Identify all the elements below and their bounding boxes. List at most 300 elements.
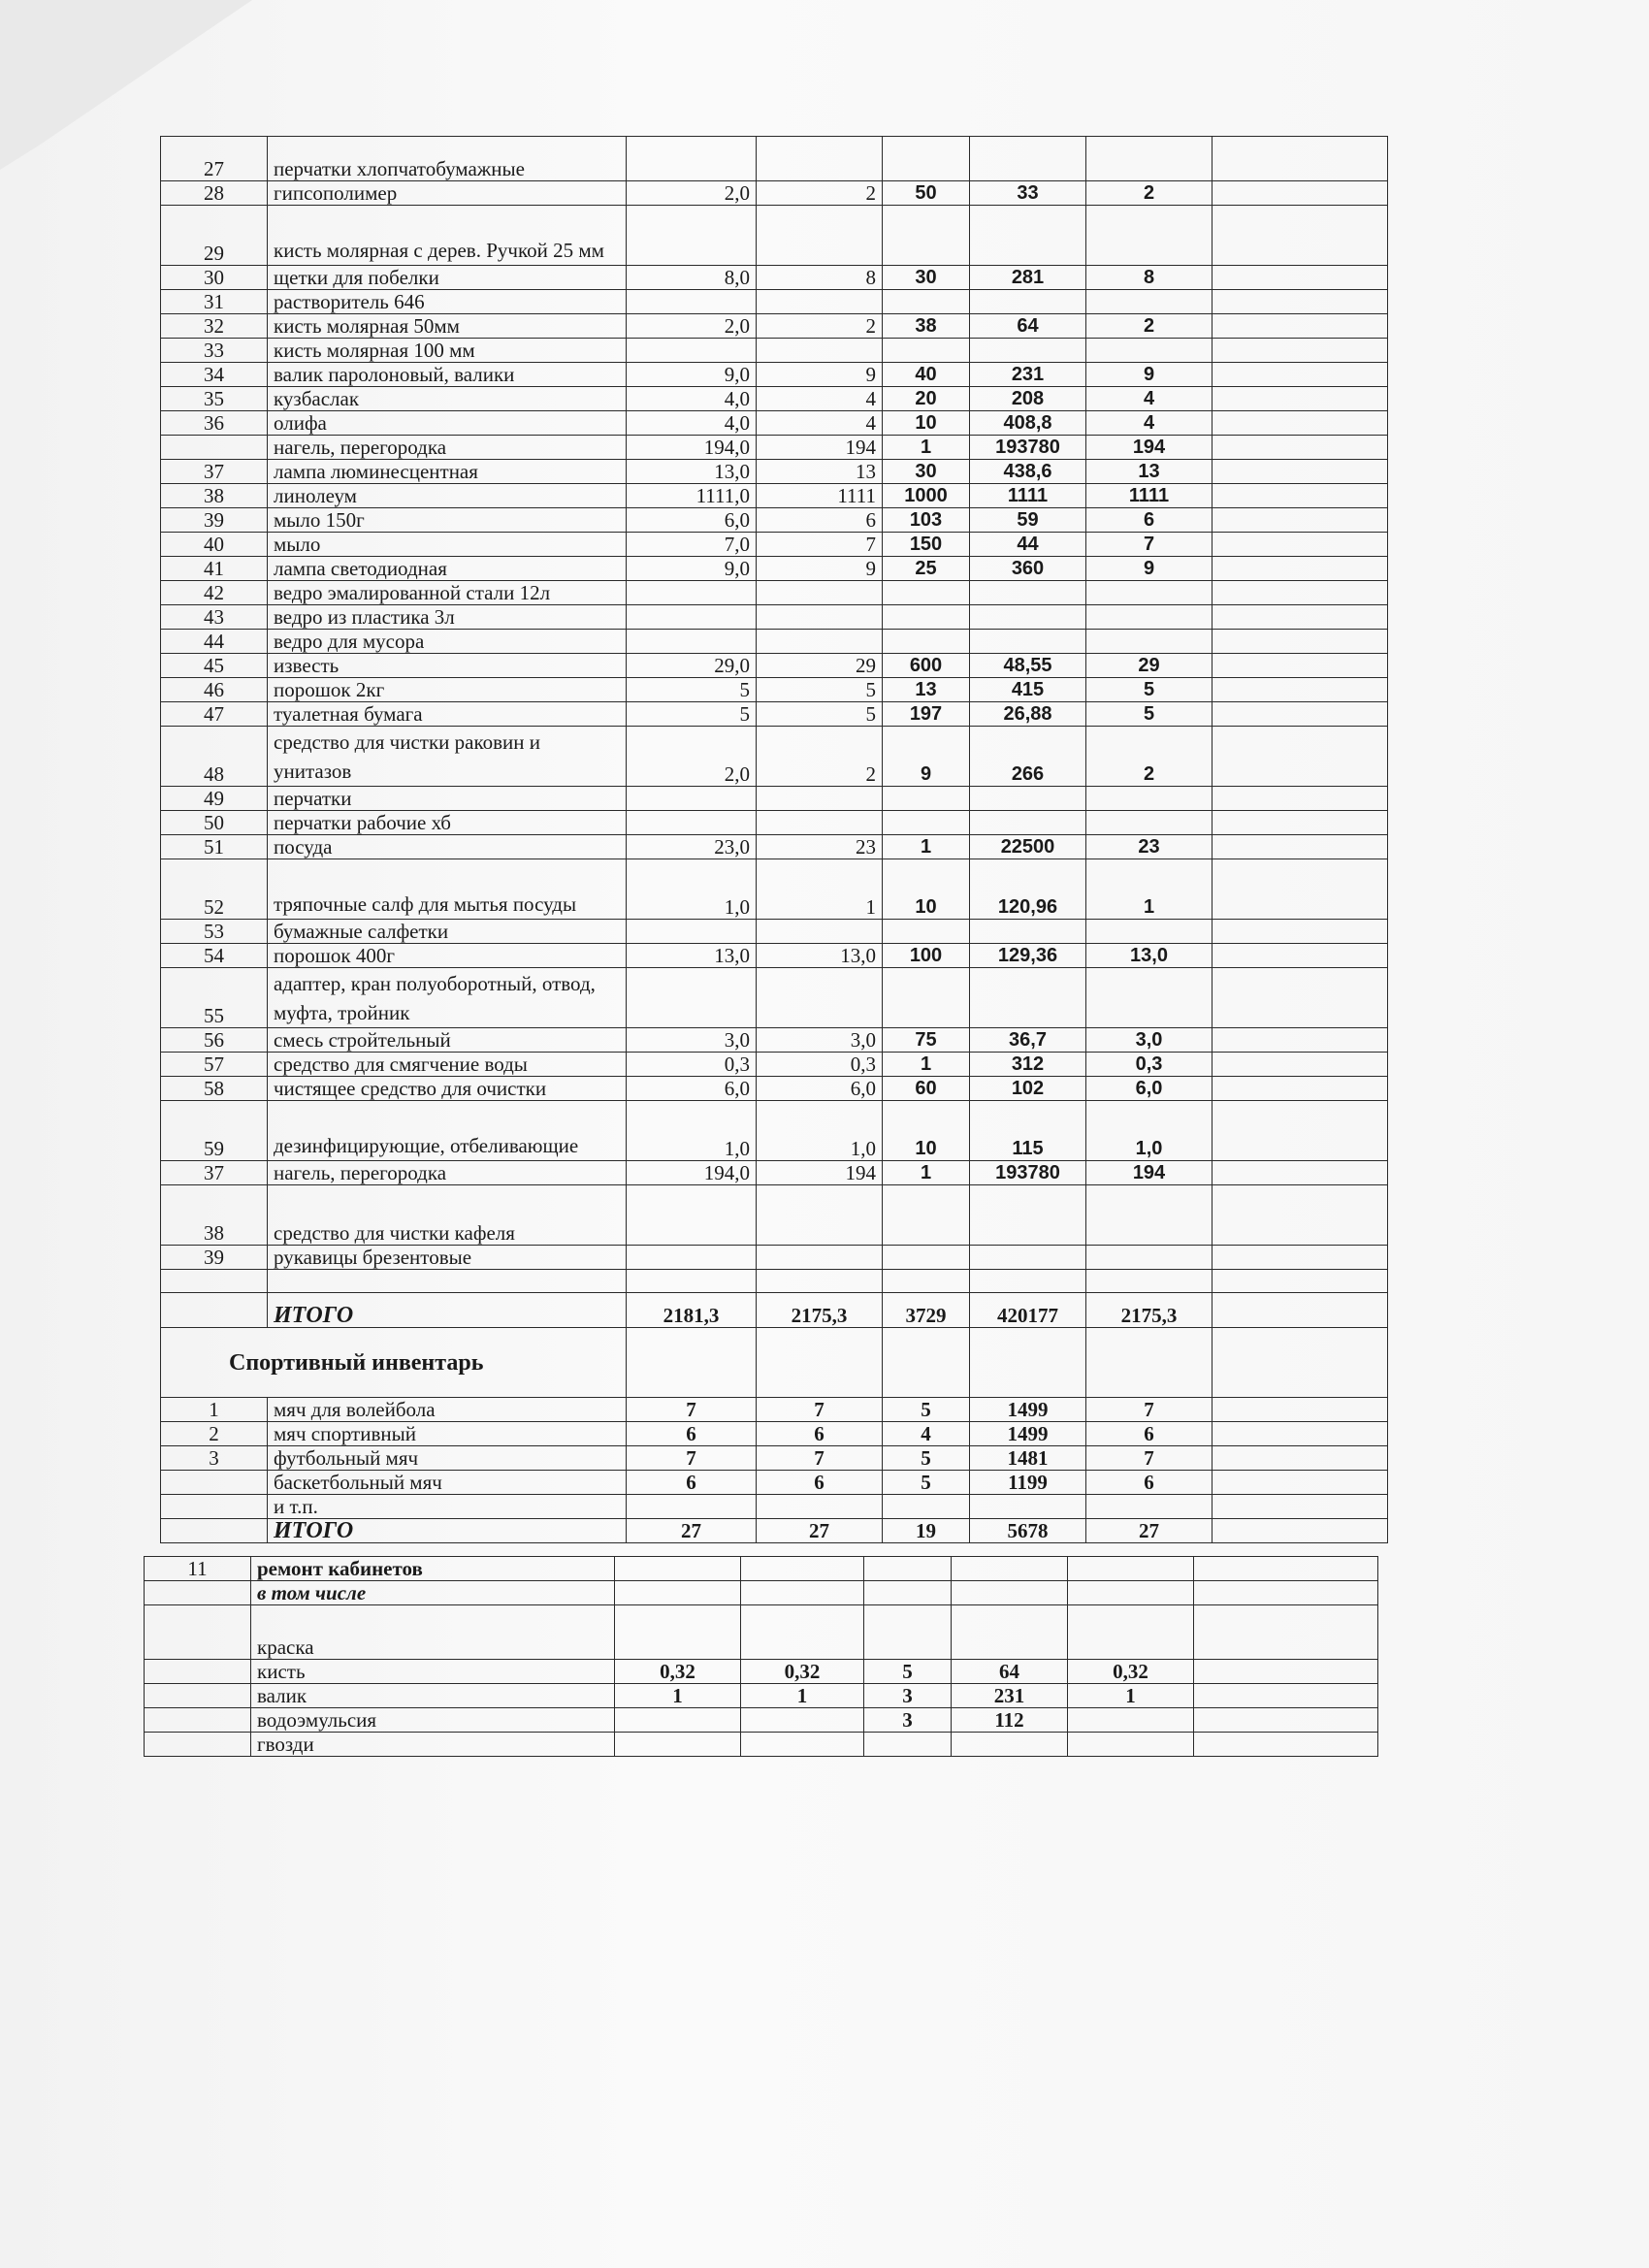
row-number: 1: [161, 1398, 268, 1422]
table-row: [161, 1471, 1388, 1495]
sum-cell: 22500: [970, 835, 1086, 859]
empty-cell: [1212, 678, 1388, 702]
quantity-cell: 13,0: [627, 944, 757, 968]
row-number: 34: [161, 363, 268, 387]
item-name: известь: [268, 654, 627, 678]
empty-cell: [1212, 702, 1388, 727]
quantity-cell: 13,0: [1086, 944, 1212, 968]
table-row: [161, 678, 1388, 702]
value-cell: 6: [757, 1422, 883, 1446]
table-row: [161, 484, 1388, 508]
row-number: 33: [161, 339, 268, 363]
price-cell: [883, 206, 970, 266]
table-row: [161, 1053, 1388, 1077]
sum-cell: [970, 290, 1086, 314]
item-name: средство для чистки раковин и унитазов: [268, 727, 627, 787]
quantity-cell: 2: [757, 314, 883, 339]
table-row: [161, 181, 1388, 206]
price-cell: [883, 787, 970, 811]
sum-cell: 408,8: [970, 411, 1086, 436]
quantity-cell: 2: [757, 727, 883, 787]
value-cell: 6: [627, 1471, 757, 1495]
item-name: порошок 2кг: [268, 678, 627, 702]
empty-cell: [1212, 605, 1388, 630]
row-number: [161, 1495, 268, 1519]
empty-cell: [627, 1328, 757, 1398]
item-name: нагель, перегородка: [268, 1161, 627, 1185]
table-row: [161, 605, 1388, 630]
quantity-cell: [627, 811, 757, 835]
row-number: 47: [161, 702, 268, 727]
empty-cell: [1212, 1077, 1388, 1101]
value-cell: [952, 1733, 1068, 1757]
quantity-cell: 2,0: [627, 727, 757, 787]
value-cell: 1: [1068, 1684, 1194, 1708]
row-number: 44: [161, 630, 268, 654]
quantity-cell: 194: [757, 1161, 883, 1185]
total-label: ИТОГО: [268, 1293, 627, 1328]
item-name: мыло 150г: [268, 508, 627, 533]
quantity-cell: 4: [757, 387, 883, 411]
table-row: [161, 290, 1388, 314]
sum-cell: 266: [970, 727, 1086, 787]
sum-cell: 208: [970, 387, 1086, 411]
sum-cell: [970, 630, 1086, 654]
table-row: [161, 436, 1388, 460]
sum-cell: 281: [970, 266, 1086, 290]
quantity-cell: 6,0: [1086, 1077, 1212, 1101]
item-name: перчатки хлопчатобумажные: [268, 137, 627, 181]
empty-cell: [145, 1684, 251, 1708]
row-number: 39: [161, 508, 268, 533]
table-row: [161, 1161, 1388, 1185]
empty-cell: [952, 1557, 1068, 1581]
item-name: мяч спортивный: [268, 1422, 627, 1446]
empty-cell: [1212, 557, 1388, 581]
empty-cell: [1212, 1422, 1388, 1446]
table-row: [161, 654, 1388, 678]
row-number: 55: [161, 968, 268, 1028]
row-number: 28: [161, 181, 268, 206]
quantity-cell: 2: [1086, 727, 1212, 787]
quantity-cell: 1,0: [1086, 1101, 1212, 1161]
price-cell: [883, 811, 970, 835]
table-row: [161, 581, 1388, 605]
quantity-cell: 3,0: [1086, 1028, 1212, 1053]
quantity-cell: 0,3: [757, 1053, 883, 1077]
row-number: 50: [161, 811, 268, 835]
item-name: туалетная бумага: [268, 702, 627, 727]
quantity-cell: [1086, 137, 1212, 181]
sum-cell: [970, 1185, 1086, 1246]
value-cell: 1481: [970, 1446, 1086, 1471]
value-cell: [883, 1495, 970, 1519]
quantity-cell: 1111: [757, 484, 883, 508]
item-name: олифа: [268, 411, 627, 436]
quantity-cell: 8: [1086, 266, 1212, 290]
row-number: 37: [161, 460, 268, 484]
quantity-cell: [757, 581, 883, 605]
quantity-cell: [757, 1246, 883, 1270]
quantity-cell: [1086, 339, 1212, 363]
value-cell: 0,32: [1068, 1660, 1194, 1684]
row-number: 2: [161, 1422, 268, 1446]
empty-cell: [1086, 1328, 1212, 1398]
empty-cell: [1212, 290, 1388, 314]
row-number: [161, 1270, 268, 1293]
table-row: [161, 1398, 1388, 1422]
sum-cell: 312: [970, 1053, 1086, 1077]
empty-cell: [1212, 1495, 1388, 1519]
value-cell: 5: [883, 1471, 970, 1495]
empty-cell: [1212, 533, 1388, 557]
quantity-cell: [757, 787, 883, 811]
empty-cell: [1212, 1328, 1388, 1398]
item-name: растворитель 646: [268, 290, 627, 314]
quantity-cell: 5: [757, 702, 883, 727]
sum-cell: [970, 581, 1086, 605]
row-number: [161, 436, 268, 460]
quantity-cell: [1086, 1185, 1212, 1246]
table-row: [161, 630, 1388, 654]
quantity-cell: [757, 630, 883, 654]
sum-cell: 64: [970, 314, 1086, 339]
row-number: 32: [161, 314, 268, 339]
quantity-cell: [1086, 206, 1212, 266]
price-cell: [883, 1270, 970, 1293]
table-row: [161, 727, 1388, 787]
empty-cell: [1212, 339, 1388, 363]
empty-cell: [1212, 811, 1388, 835]
row-number: 45: [161, 654, 268, 678]
empty-cell: [757, 1328, 883, 1398]
section-number: 11: [145, 1557, 251, 1581]
quantity-cell: 7: [757, 533, 883, 557]
table-row: [161, 1077, 1388, 1101]
row-number: 31: [161, 290, 268, 314]
sum-cell: 193780: [970, 1161, 1086, 1185]
value-cell: [970, 1495, 1086, 1519]
quantity-cell: 1,0: [757, 1101, 883, 1161]
row-number: 48: [161, 727, 268, 787]
value-cell: 4: [883, 1422, 970, 1446]
price-cell: 100: [883, 944, 970, 968]
item-name: гвозди: [251, 1733, 615, 1757]
empty-cell: [145, 1581, 251, 1605]
quantity-cell: 4,0: [627, 411, 757, 436]
value-cell: 7: [757, 1446, 883, 1471]
sum-cell: [970, 206, 1086, 266]
table-row: [161, 411, 1388, 436]
price-cell: 50: [883, 181, 970, 206]
empty-cell: [1212, 1161, 1388, 1185]
inventory-table: [160, 136, 1388, 1543]
value-cell: [864, 1605, 952, 1660]
sum-cell: 231: [970, 363, 1086, 387]
quantity-cell: [627, 206, 757, 266]
quantity-cell: 8: [757, 266, 883, 290]
empty-cell: [970, 1328, 1086, 1398]
quantity-cell: [627, 787, 757, 811]
sum-cell: [970, 1270, 1086, 1293]
value-cell: [741, 1708, 864, 1733]
section-title: Спортивный инвентарь: [161, 1328, 627, 1398]
table-row: [161, 1185, 1388, 1246]
table-row: [161, 387, 1388, 411]
total-value: 3729: [883, 1293, 970, 1328]
row-number: 41: [161, 557, 268, 581]
empty-cell: [1212, 508, 1388, 533]
quantity-cell: [757, 1185, 883, 1246]
price-cell: 10: [883, 411, 970, 436]
quantity-cell: 6,0: [627, 1077, 757, 1101]
value-cell: [741, 1733, 864, 1757]
item-name: валик паролоновый, валики: [268, 363, 627, 387]
price-cell: 1000: [883, 484, 970, 508]
row-number: 35: [161, 387, 268, 411]
quantity-cell: 4: [1086, 387, 1212, 411]
row-number: 51: [161, 835, 268, 859]
value-cell: 6: [627, 1422, 757, 1446]
quantity-cell: 13: [1086, 460, 1212, 484]
sum-cell: 36,7: [970, 1028, 1086, 1053]
item-name: кисть: [251, 1660, 615, 1684]
table-row: [145, 1660, 1378, 1684]
price-cell: [883, 137, 970, 181]
empty-cell: [1194, 1733, 1378, 1757]
price-cell: 150: [883, 533, 970, 557]
row-number: 59: [161, 1101, 268, 1161]
quantity-cell: 7: [1086, 533, 1212, 557]
sum-cell: 26,88: [970, 702, 1086, 727]
empty-cell: [1212, 581, 1388, 605]
row-number: 42: [161, 581, 268, 605]
row-number: 37: [161, 1161, 268, 1185]
quantity-cell: [1086, 290, 1212, 314]
item-name: гипсополимер: [268, 181, 627, 206]
item-name: рукавицы брезентовые: [268, 1246, 627, 1270]
sum-cell: 193780: [970, 436, 1086, 460]
empty-cell: [145, 1660, 251, 1684]
empty-cell: [1212, 181, 1388, 206]
total-value: 420177: [970, 1293, 1086, 1328]
table-row: [161, 1246, 1388, 1270]
empty-cell: [1212, 1446, 1388, 1471]
empty-cell: [1212, 727, 1388, 787]
empty-cell: [1212, 363, 1388, 387]
table-row: [161, 460, 1388, 484]
item-name: водоэмульсия: [251, 1708, 615, 1733]
price-cell: 10: [883, 1101, 970, 1161]
empty-cell: [1212, 920, 1388, 944]
value-cell: 7: [757, 1398, 883, 1422]
table-row: [161, 1028, 1388, 1053]
row-number: 39: [161, 1246, 268, 1270]
quantity-cell: 4: [1086, 411, 1212, 436]
empty-cell: [952, 1581, 1068, 1605]
value-cell: 5: [883, 1398, 970, 1422]
row-number: 29: [161, 206, 268, 266]
value-cell: 6: [757, 1471, 883, 1495]
value-cell: [615, 1605, 741, 1660]
sum-cell: 44: [970, 533, 1086, 557]
item-name: мыло: [268, 533, 627, 557]
table-row: [145, 1605, 1378, 1660]
quantity-cell: 0,3: [627, 1053, 757, 1077]
item-name: посуда: [268, 835, 627, 859]
value-cell: 7: [627, 1446, 757, 1471]
quantity-cell: 1: [757, 859, 883, 920]
quantity-cell: 5: [627, 678, 757, 702]
empty-cell: [1212, 1398, 1388, 1422]
empty-cell: [1212, 484, 1388, 508]
empty-cell: [741, 1581, 864, 1605]
quantity-cell: [757, 811, 883, 835]
value-cell: [627, 1495, 757, 1519]
quantity-cell: 194: [1086, 1161, 1212, 1185]
row-number: 3: [161, 1446, 268, 1471]
quantity-cell: 23: [1086, 835, 1212, 859]
empty-cell: [1212, 1293, 1388, 1328]
table-row: [161, 533, 1388, 557]
empty-cell: [1194, 1557, 1378, 1581]
item-name: ведро из пластика 3л: [268, 605, 627, 630]
quantity-cell: 9: [757, 363, 883, 387]
empty-cell: [1068, 1557, 1194, 1581]
value-cell: 5: [864, 1660, 952, 1684]
row-number: 40: [161, 533, 268, 557]
sum-cell: [970, 605, 1086, 630]
quantity-cell: [1086, 968, 1212, 1028]
sum-cell: 360: [970, 557, 1086, 581]
quantity-cell: 7,0: [627, 533, 757, 557]
table-row: [161, 1101, 1388, 1161]
total-value: 2181,3: [627, 1293, 757, 1328]
quantity-cell: [627, 137, 757, 181]
total-row: [161, 1519, 1388, 1543]
empty-cell: [1212, 1028, 1388, 1053]
section-row: [161, 1328, 1388, 1398]
total-value: 5678: [970, 1519, 1086, 1543]
quantity-cell: [627, 968, 757, 1028]
quantity-cell: [627, 339, 757, 363]
row-number: 27: [161, 137, 268, 181]
empty-cell: [1212, 944, 1388, 968]
empty-cell: [864, 1581, 952, 1605]
table-row: [161, 944, 1388, 968]
total-value: 19: [883, 1519, 970, 1543]
table-row: [161, 702, 1388, 727]
item-name: кисть молярная 50мм: [268, 314, 627, 339]
item-name: дезинфицирующие, отбеливающие: [268, 1101, 627, 1161]
empty-cell: [1212, 654, 1388, 678]
sum-cell: [970, 339, 1086, 363]
empty-cell: [1194, 1581, 1378, 1605]
empty-cell: [145, 1733, 251, 1757]
quantity-cell: 13,0: [757, 944, 883, 968]
value-cell: [741, 1605, 864, 1660]
empty-cell: [161, 1293, 268, 1328]
price-cell: 30: [883, 266, 970, 290]
price-cell: 60: [883, 1077, 970, 1101]
empty-cell: [615, 1581, 741, 1605]
quantity-cell: [757, 137, 883, 181]
quantity-cell: 194: [757, 436, 883, 460]
item-name: краска: [251, 1605, 615, 1660]
value-cell: 3: [864, 1708, 952, 1733]
section-name: ремонт кабинетов: [251, 1557, 615, 1581]
item-name: нагель, перегородка: [268, 436, 627, 460]
sum-cell: [970, 811, 1086, 835]
table-row: [145, 1733, 1378, 1757]
value-cell: 6: [1086, 1471, 1212, 1495]
price-cell: 1: [883, 835, 970, 859]
quantity-cell: 6,0: [627, 508, 757, 533]
value-cell: 64: [952, 1660, 1068, 1684]
sum-cell: [970, 137, 1086, 181]
table-row: [145, 1684, 1378, 1708]
item-name: баскетбольный мяч: [268, 1471, 627, 1495]
empty-cell: [1194, 1684, 1378, 1708]
quantity-cell: 1,0: [627, 1101, 757, 1161]
row-number: 54: [161, 944, 268, 968]
price-cell: [883, 1246, 970, 1270]
quantity-cell: [1086, 787, 1212, 811]
empty-cell: [1212, 137, 1388, 181]
table-row: [161, 920, 1388, 944]
quantity-cell: 23,0: [627, 835, 757, 859]
item-name: лампа люминесцентная: [268, 460, 627, 484]
table-row: [161, 1422, 1388, 1446]
empty-cell: [1212, 314, 1388, 339]
quantity-cell: [757, 1270, 883, 1293]
sum-cell: 438,6: [970, 460, 1086, 484]
empty-cell: [1212, 968, 1388, 1028]
section-header-row: [145, 1557, 1378, 1581]
quantity-cell: 9,0: [627, 557, 757, 581]
table-row: [161, 339, 1388, 363]
price-cell: [883, 339, 970, 363]
empty-cell: [1212, 1270, 1388, 1293]
empty-cell: [1212, 1101, 1388, 1161]
quantity-cell: [757, 290, 883, 314]
item-name: перчатки: [268, 787, 627, 811]
value-cell: 231: [952, 1684, 1068, 1708]
item-name: смесь стройтельный: [268, 1028, 627, 1053]
table-row: [161, 508, 1388, 533]
subheader-label: в том числе: [251, 1581, 615, 1605]
total-value: 27: [1086, 1519, 1212, 1543]
quantity-cell: 3,0: [627, 1028, 757, 1053]
row-number: 38: [161, 1185, 268, 1246]
row-number: [161, 1471, 268, 1495]
quantity-cell: [1086, 1270, 1212, 1293]
item-name: мяч для волейбола: [268, 1398, 627, 1422]
row-number: 36: [161, 411, 268, 436]
price-cell: 25: [883, 557, 970, 581]
value-cell: 0,32: [615, 1660, 741, 1684]
price-cell: [883, 605, 970, 630]
quantity-cell: 13: [757, 460, 883, 484]
price-cell: 13: [883, 678, 970, 702]
value-cell: [757, 1495, 883, 1519]
table-row: [161, 968, 1388, 1028]
item-name: чистящее средство для очистки: [268, 1077, 627, 1101]
empty-cell: [1212, 411, 1388, 436]
sum-cell: 102: [970, 1077, 1086, 1101]
repair-table: [144, 1556, 1378, 1757]
value-cell: [1086, 1495, 1212, 1519]
